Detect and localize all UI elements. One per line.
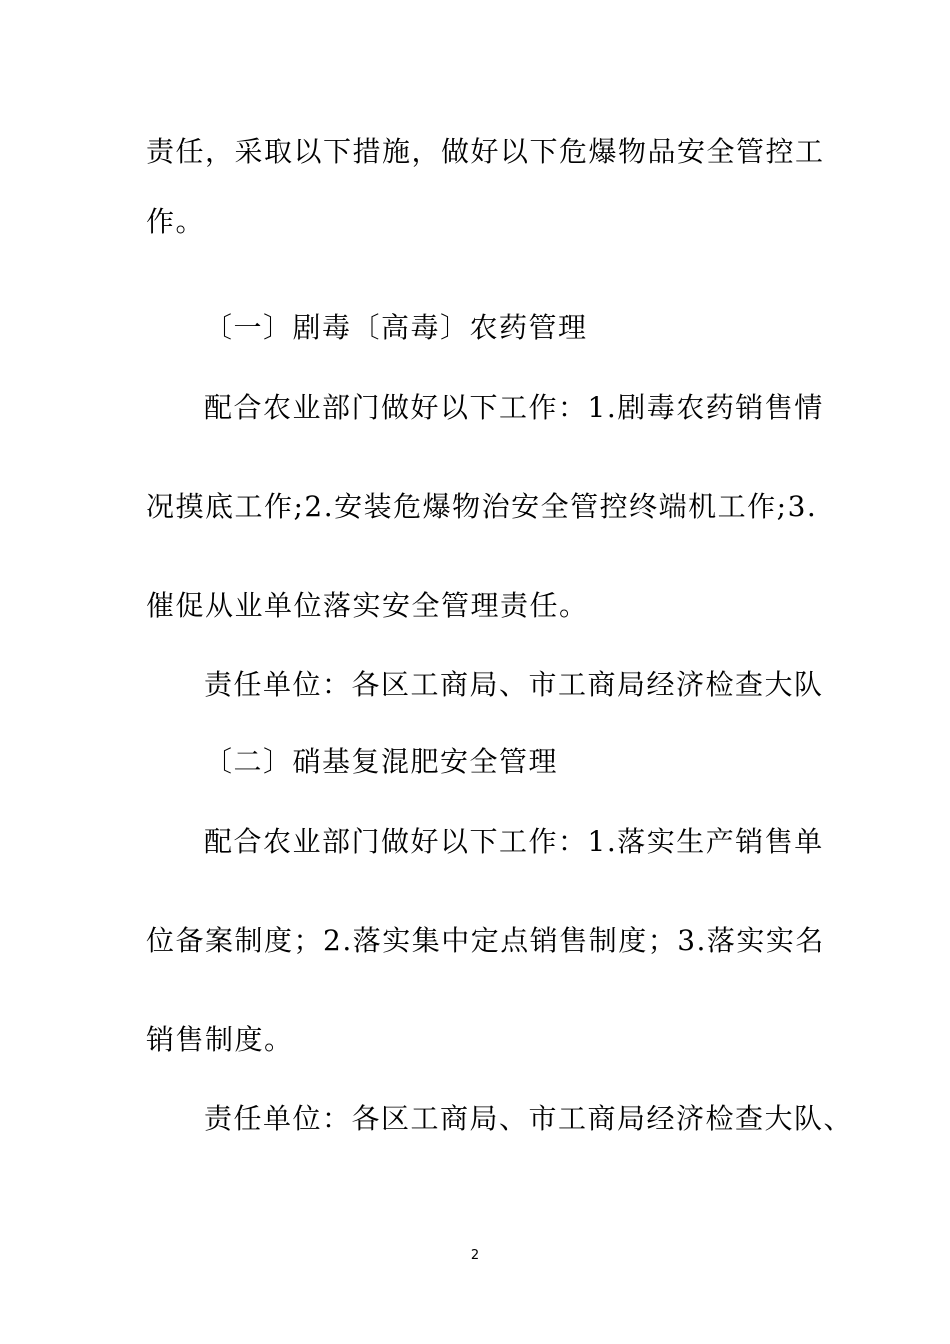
paragraph-2-line-1: 配合农业部门做好以下工作：1.落实生产销售单 — [204, 825, 824, 858]
section-heading-2: 〔二〕硝基复混肥安全管理 — [204, 745, 559, 778]
paragraph-1-line-2: 况摸底工作;2.安装危爆物治安全管控终端机工作;3. — [146, 490, 818, 523]
responsible-unit-2: 责任单位：各区工商局、市工商局经济检查大队、 — [204, 1102, 854, 1135]
paragraph-1-line-3: 催促从业单位落实安全管理责任。 — [146, 589, 589, 622]
responsible-unit-1: 责任单位：各区工商局、市工商局经济检查大队 — [204, 668, 824, 701]
paragraph-1-line-1: 配合农业部门做好以下工作：1.剧毒农药销售情 — [204, 391, 824, 424]
paragraph-2-line-3: 销售制度。 — [146, 1023, 294, 1056]
page-number: 2 — [470, 1248, 480, 1263]
section-heading-1: 〔一〕剧毒〔高毒〕农药管理 — [204, 311, 588, 344]
paragraph-continuation-line-2: 作。 — [146, 205, 206, 238]
paragraph-continuation-line-1: 责任，采取以下措施，做好以下危爆物品安全管控工 — [146, 135, 825, 168]
paragraph-2-line-2: 位备案制度；2.落实集中定点销售制度；3.落实实名 — [146, 924, 825, 957]
